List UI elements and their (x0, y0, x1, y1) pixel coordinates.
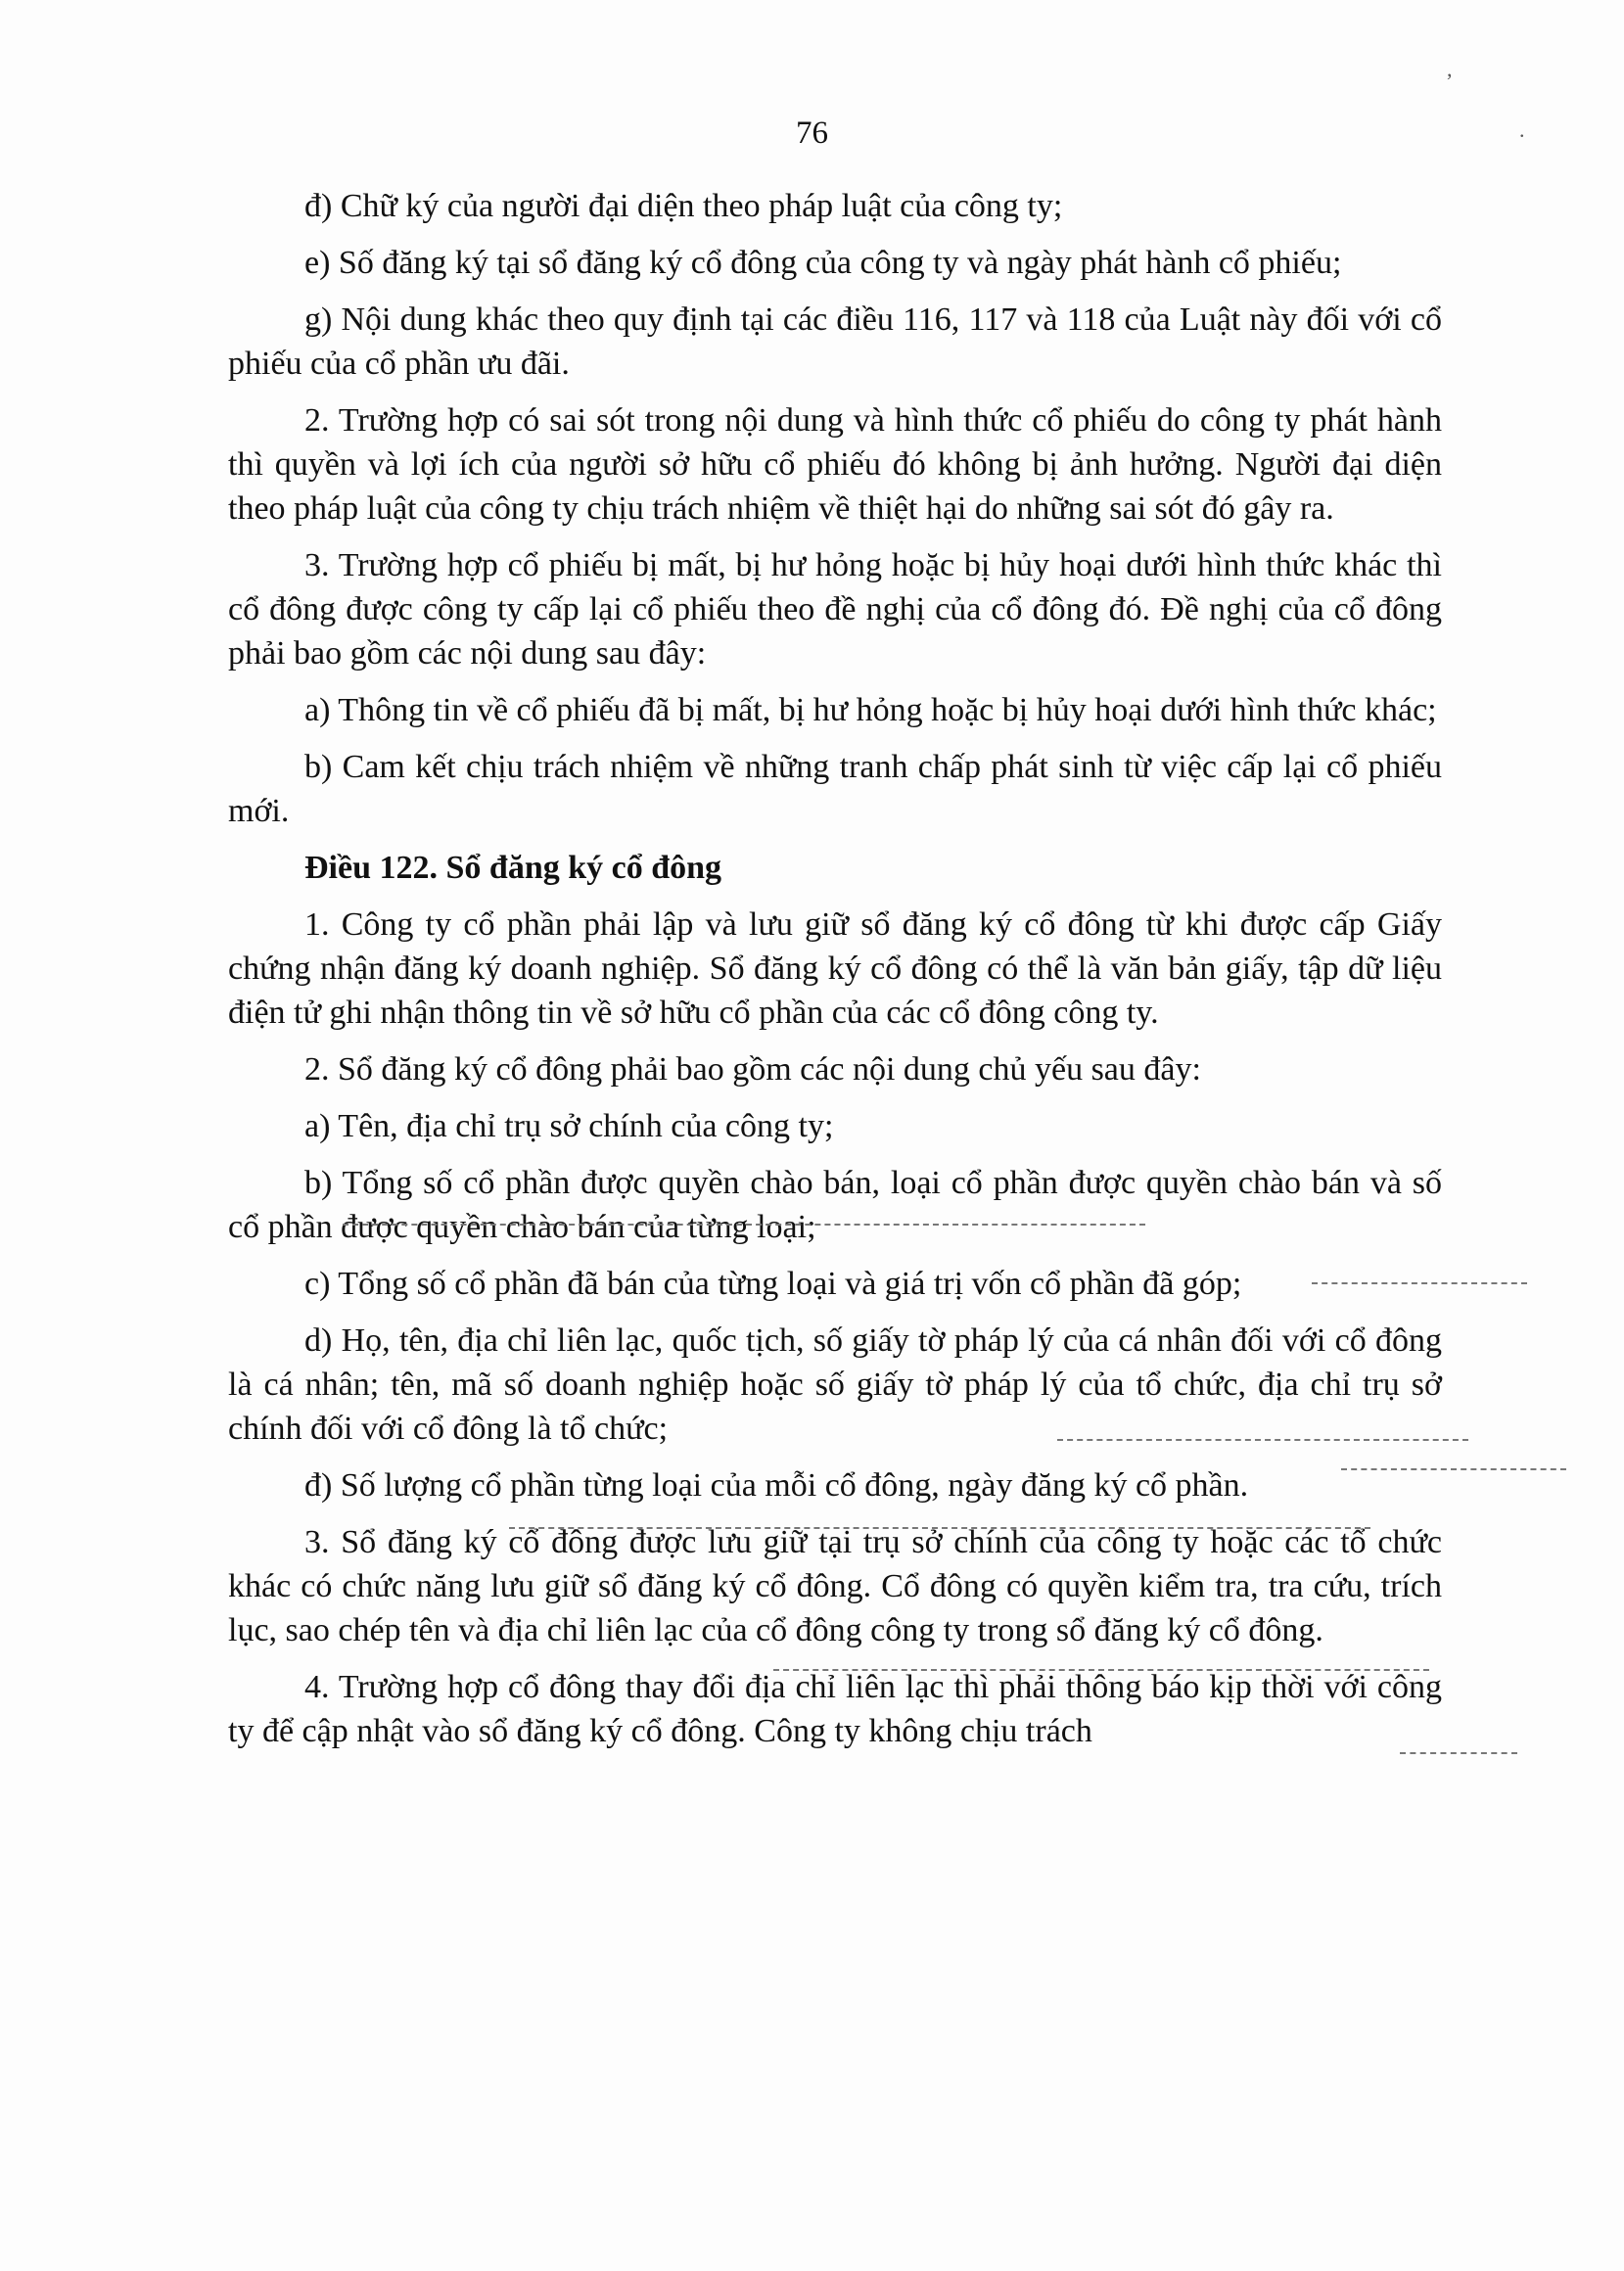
page-number: 76 (796, 116, 828, 151)
paragraph-other-content: g) Nội dung khác theo quy định tại các điều 116, 117 và 118 của Luật này đối với cổ phiếu của cổ phần ưu đãi. (228, 301, 1442, 382)
article-heading: Điều 122. Sổ đăng ký cổ đông (304, 850, 722, 886)
paragraph-item-b: b) Cam kết chịu trách nhiệm về những tranh chấp phát sinh từ việc cấp lại cổ phiếu mới. (228, 749, 1442, 829)
article-paragraph: 1. Công ty cổ phần phải lập và lưu giữ sổ đăng ký cổ đông từ khi được cấp Giấy chứng nhận đăng ký doanh nghiệp. Sổ đăng ký cổ đông có thể là văn bản giấy, tập dữ liệu điện tử ghi nhận thông tin về sở hữu cổ phần của các cổ đông công ty. (228, 906, 1442, 1031)
scan-dash-artifact (1341, 1468, 1566, 1470)
scan-dash-artifact (509, 1527, 1370, 1529)
scan-speck-mark: , (1447, 57, 1453, 81)
scan-dash-artifact (773, 1669, 1429, 1671)
scan-speck-mark: . (1519, 117, 1525, 142)
paragraph-signature: đ) Chữ ký của người đại diện theo pháp luật của công ty; (304, 188, 1063, 224)
article-paragraph: 2. Sổ đăng ký cổ đông phải bao gồm các nội dung chủ yếu sau đây: (304, 1051, 1201, 1088)
article-paragraph: a) Tên, địa chỉ trụ sở chính của công ty; (304, 1108, 834, 1144)
paragraph-item-a: a) Thông tin về cổ phiếu đã bị mất, bị hư hỏng hoặc bị hủy hoại dưới hình thức khác; (304, 692, 1437, 728)
article-paragraph: 4. Trường hợp cổ đông thay đổi địa chỉ liên lạc thì phải thông báo kịp thời với công ty để cập nhật vào sổ đăng ký cổ đông. Công ty không chịu trách (228, 1669, 1442, 1749)
article-paragraph: b) Tổng số cổ phần được quyền chào bán, loại cổ phần được quyền chào bán và số cổ phần được quyền chào bán của từng loại; (228, 1165, 1442, 1245)
article-paragraph: 3. Sổ đăng ký cổ đông được lưu giữ tại trụ sở chính của công ty hoặc các tổ chức khác có chức năng lưu giữ sổ đăng ký cổ đông. Cổ đông có quyền kiểm tra, tra cứu, trích lục, sao chép tên và địa chỉ liên lạc của cổ đông công ty trong sổ đăng ký cổ đông. (228, 1524, 1442, 1648)
scan-dash-artifact (343, 1224, 1145, 1226)
paragraph-clause-2: 2. Trường hợp có sai sót trong nội dung và hình thức cổ phiếu do công ty phát hành thì quyền và lợi ích của người sở hữu cổ phiếu đó không bị ảnh hưởng. Người đại diện theo pháp luật của công ty chịu trách nhiệm về thiệt hại do những sai sót đó gây ra. (228, 402, 1442, 527)
paragraph-registration-number: e) Số đăng ký tại sổ đăng ký cổ đông của công ty và ngày phát hành cổ phiếu; (304, 245, 1342, 281)
article-paragraph: đ) Số lượng cổ phần từng loại của mỗi cổ đông, ngày đăng ký cổ phần. (304, 1467, 1249, 1504)
scan-dash-artifact (1400, 1752, 1517, 1754)
paragraph-clause-3: 3. Trường hợp cổ phiếu bị mất, bị hư hỏng hoặc bị hủy hoại dưới hình thức khác thì cổ đông được công ty cấp lại cổ phiếu theo đề nghị của cổ đông đó. Đề nghị của cổ đông phải bao gồm các nội dung sau đây: (228, 547, 1442, 672)
scan-dash-artifact (1057, 1439, 1468, 1441)
article-paragraph: d) Họ, tên, địa chỉ liên lạc, quốc tịch, số giấy tờ pháp lý của cá nhân đối với cổ đông là cá nhân; tên, mã số doanh nghiệp hoặc số giấy tờ pháp lý của tổ chức, địa chỉ trụ sở chính đối với cổ đông là tổ chức; (228, 1322, 1442, 1447)
scan-dash-artifact (1312, 1282, 1527, 1284)
article-paragraph: c) Tổng số cổ phần đã bán của từng loại và giá trị vốn cổ phần đã góp; (304, 1266, 1242, 1302)
